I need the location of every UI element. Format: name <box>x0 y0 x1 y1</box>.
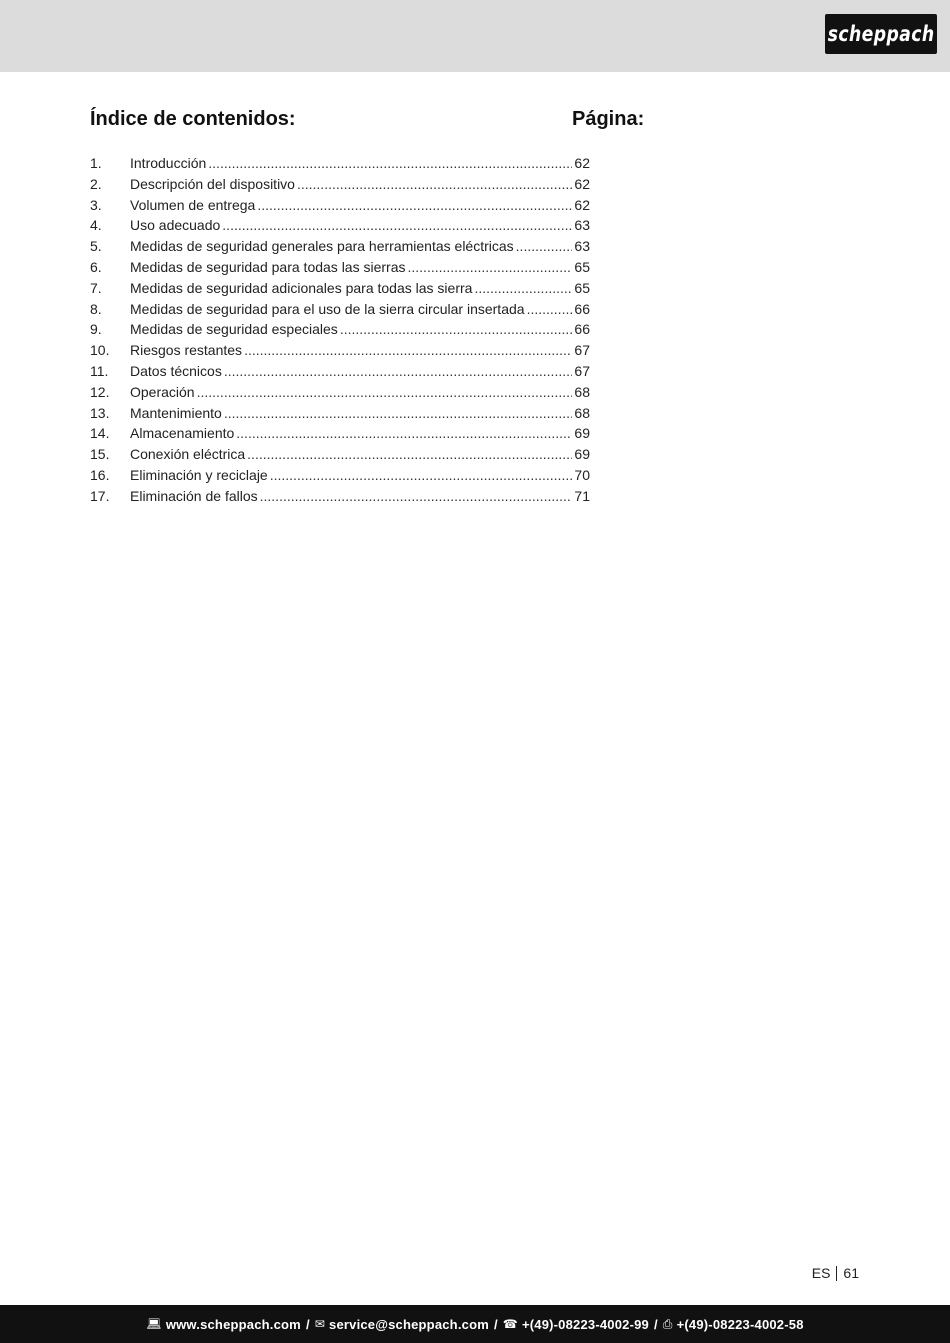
toc-entry-page: 65 <box>574 258 590 275</box>
toc-entry-page: 62 <box>574 175 590 192</box>
toc-entry-title: Mantenimiento <box>130 404 222 421</box>
toc-entry-title: Datos técnicos <box>130 362 222 379</box>
toc-entry-number: 7. <box>90 279 102 296</box>
toc-entry-number: 10. <box>90 342 110 359</box>
toc-entry-number: 14. <box>90 425 110 442</box>
footer-separator: / <box>305 1316 310 1332</box>
toc-entry-title: Medidas de seguridad generales para herramientas eléctricas <box>130 238 514 255</box>
toc-entry[interactable] <box>90 488 590 509</box>
toc-entry[interactable] <box>90 384 590 405</box>
toc-entry-number: 3. <box>90 196 102 213</box>
fax-icon: ⎙ <box>662 1316 673 1331</box>
footer-separator: / <box>653 1316 658 1332</box>
toc-entry-page: 70 <box>574 466 590 483</box>
toc-entry-title: Operación <box>130 383 195 400</box>
toc-entry-page: 66 <box>574 300 590 317</box>
computer-icon: 💻︎ <box>146 1317 162 1331</box>
toc-entry-page: 68 <box>574 404 590 421</box>
toc-entry-title: Conexión eléctrica <box>130 446 246 463</box>
toc-entry-page: 63 <box>574 217 590 234</box>
page-number: 61 <box>843 1265 859 1281</box>
toc-entry-page: 62 <box>574 155 590 171</box>
toc-entry[interactable] <box>90 301 590 322</box>
toc-entry-title: Volumen de entrega <box>130 196 256 213</box>
footer-phone: +(49)-08223-4002-99 <box>521 1316 649 1332</box>
email-icon: ✉︎ <box>314 1317 326 1331</box>
dot-leader <box>236 425 572 441</box>
page-indicator <box>812 1265 859 1281</box>
toc-entry-number: 4. <box>90 217 102 234</box>
phone-icon: ☎︎ <box>502 1317 518 1331</box>
toc-entry-title: Descripción del dispositivo <box>130 175 295 192</box>
toc-entry[interactable] <box>90 217 590 238</box>
toc-entry-number: 11. <box>90 362 109 379</box>
contact-footer <box>0 1305 950 1343</box>
dot-leader <box>224 363 573 379</box>
logo-text: scheppach <box>827 22 935 46</box>
dot-leader <box>297 176 572 192</box>
toc-entry[interactable] <box>90 259 590 280</box>
toc-entry-title: Medidas de seguridad especiales <box>130 321 338 338</box>
toc-entry-page: 69 <box>574 425 590 442</box>
dot-leader <box>222 217 572 233</box>
dot-leader <box>208 155 572 171</box>
dot-leader <box>224 405 573 421</box>
toc-entry-number: 15. <box>90 446 110 463</box>
language-code: ES <box>811 1265 831 1281</box>
toc-entry-number: 2. <box>90 175 102 192</box>
dot-leader <box>197 384 573 400</box>
toc-entry-title: Eliminación de fallos <box>130 487 258 504</box>
toc-entry-page: 69 <box>574 446 590 463</box>
toc-entry-number: 6. <box>90 258 102 275</box>
toc-entry-title: Almacenamiento <box>130 425 235 442</box>
toc-entry-title: Introducción <box>130 155 207 171</box>
dot-leader <box>257 197 572 213</box>
toc-entry[interactable] <box>90 155 590 176</box>
toc-entry-page: 67 <box>574 342 590 359</box>
toc-entry[interactable] <box>90 467 590 488</box>
footer-website[interactable]: www.scheppach.com <box>165 1316 301 1332</box>
footer-email[interactable]: service@scheppach.com <box>329 1316 489 1332</box>
toc-entry[interactable] <box>90 446 590 467</box>
dot-leader <box>527 301 573 317</box>
toc-entry-title: Uso adecuado <box>130 217 221 234</box>
dot-leader <box>474 280 572 296</box>
footer-separator: / <box>493 1316 498 1332</box>
toc-entry-page: 62 <box>574 196 590 213</box>
footer-fax: +(49)-08223-4002-58 <box>676 1316 804 1332</box>
toc-entry-page: 67 <box>574 362 590 379</box>
dot-leader <box>244 342 572 358</box>
toc-entry-title: Riesgos restantes <box>130 342 243 359</box>
toc-entry-title: Eliminación y reciclaje <box>130 466 268 483</box>
dot-leader <box>340 321 573 337</box>
toc-entry[interactable] <box>90 280 590 301</box>
toc-entry[interactable] <box>90 238 590 259</box>
page-indicator-separator <box>836 1266 837 1281</box>
toc-entry[interactable] <box>90 321 590 342</box>
toc-entry-page: 65 <box>574 279 590 296</box>
dot-leader <box>260 488 573 504</box>
toc-entry[interactable] <box>90 363 590 384</box>
toc-entry[interactable] <box>90 342 590 363</box>
toc-entry-number: 5. <box>90 238 102 255</box>
dot-leader <box>270 467 573 483</box>
toc-entry-number: 1. <box>90 155 102 171</box>
toc-entry[interactable] <box>90 425 590 446</box>
toc-entry-page: 68 <box>574 383 590 400</box>
toc-entry-number: 8. <box>90 300 102 317</box>
toc-entry-title: Medidas de seguridad adicionales para todas las sierra <box>130 279 473 296</box>
dot-leader <box>516 238 573 254</box>
toc-entry[interactable] <box>90 176 590 197</box>
dot-leader <box>247 446 572 462</box>
dot-leader <box>408 259 573 275</box>
toc-entry-number: 13. <box>90 404 110 421</box>
toc-entry-page: 71 <box>574 487 590 504</box>
toc-entry-page: 63 <box>574 238 590 255</box>
toc-entry-number: 9. <box>90 321 102 338</box>
toc-entry-title: Medidas de seguridad para todas las sierras <box>130 258 406 275</box>
toc-entry-title: Medidas de seguridad para el uso de la sierra circular insertada <box>130 300 525 317</box>
toc-entry-number: 12. <box>90 383 110 400</box>
toc-entry[interactable] <box>90 197 590 218</box>
toc-entry[interactable] <box>90 405 590 426</box>
toc-entry-number: 16. <box>90 466 110 483</box>
header-band <box>0 0 950 72</box>
toc-title: Índice de contenidos: <box>90 108 296 130</box>
scheppach-logo <box>825 14 937 54</box>
toc-entry-number: 17. <box>90 487 110 504</box>
page-column-heading: Página: <box>572 108 645 130</box>
toc-entry-page: 66 <box>574 321 590 338</box>
table-of-contents <box>90 155 590 509</box>
